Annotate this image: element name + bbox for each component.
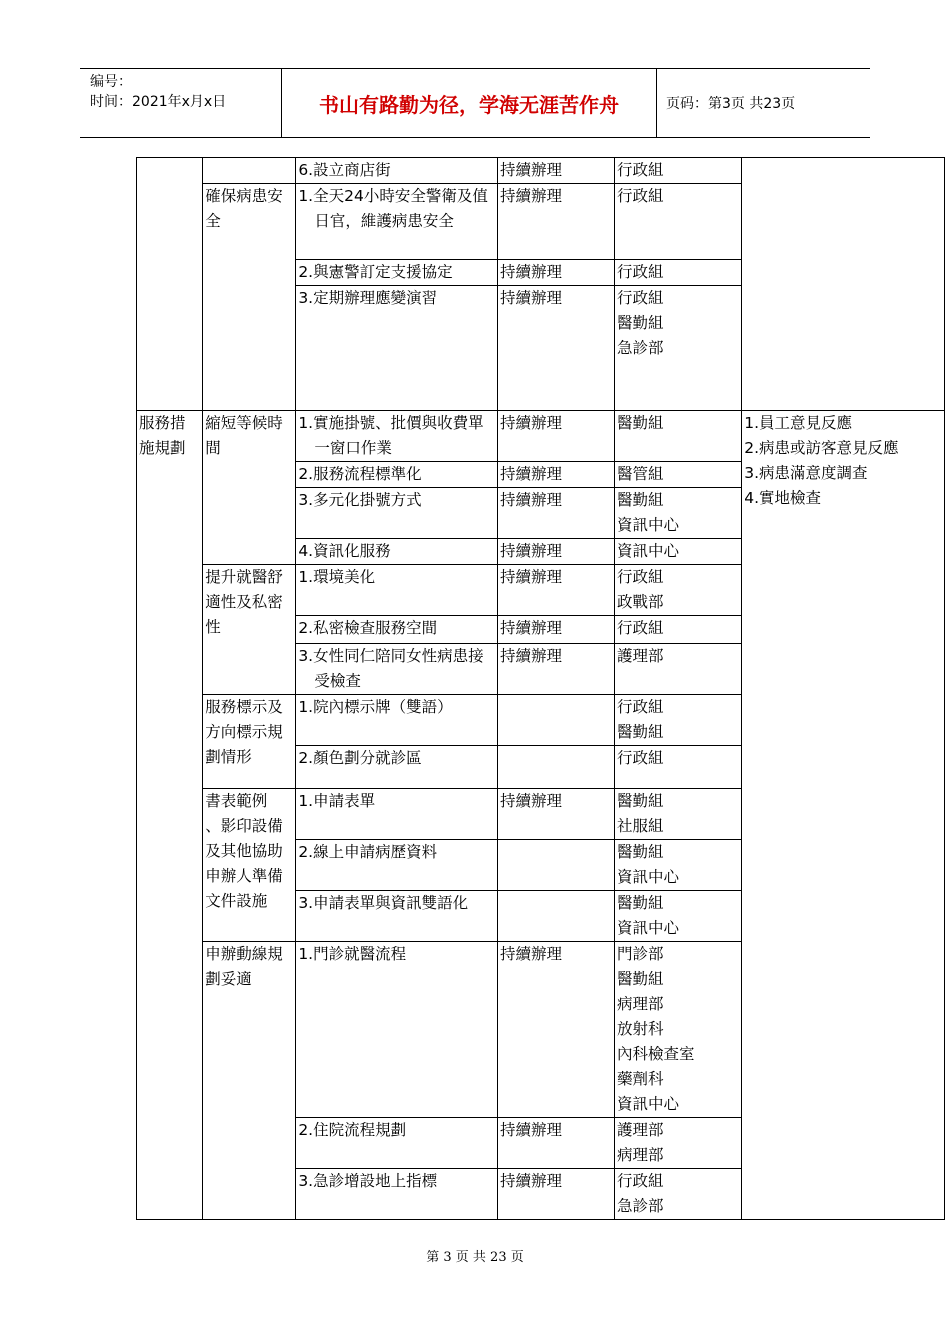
category-text: 服務措施規劃	[139, 414, 186, 457]
item-cell	[296, 539, 498, 565]
status-cell: 持續辦理	[498, 644, 615, 695]
subcategory-cell: 提升就醫舒適性及私密性	[203, 565, 296, 695]
service-plan-table	[136, 157, 945, 1220]
item-cell	[296, 565, 498, 616]
status-cell: 持續辦理	[498, 565, 615, 616]
item-cell	[296, 746, 498, 789]
item-text: 1.全天24小時安全警衛及值日官，維護病患安全	[298, 187, 488, 230]
item-text: 3.申請表單與資訊雙語化	[298, 894, 469, 912]
unit-cell: 資訊中心	[614, 539, 741, 565]
item-text: 2.私密檢查服務空間	[298, 619, 438, 637]
unit-cell: 行政組 醫勤組 急診部	[614, 286, 741, 411]
status-cell	[498, 695, 615, 746]
table-row	[137, 411, 945, 462]
status-cell: 持續辦理	[498, 1169, 615, 1220]
status-cell: 持續辦理	[498, 260, 615, 286]
item-text: 3.女性同仁陪同女性病患接受檢查	[298, 647, 484, 690]
subcategory-cell	[203, 158, 296, 184]
item-cell	[296, 488, 498, 539]
table-row	[137, 158, 945, 184]
header-motto: 书山有路勤为径，学海无涯苦作舟	[282, 69, 657, 137]
subcategory-cell: 申辦動線規劃妥適	[203, 942, 296, 1220]
item-cell	[296, 158, 498, 184]
item-text: 2.線上申請病歷資料	[298, 843, 438, 861]
status-cell: 持續辦理	[498, 539, 615, 565]
unit-cell: 醫勤組 資訊中心	[614, 891, 741, 942]
item-cell	[296, 891, 498, 942]
item-cell	[296, 411, 498, 462]
item-text: 2.與憲警訂定支援協定	[298, 263, 453, 281]
header-meta	[80, 69, 282, 137]
status-cell: 持續辦理	[498, 942, 615, 1118]
unit-cell: 行政組	[614, 616, 741, 644]
item-cell	[296, 840, 498, 891]
item-cell	[296, 789, 498, 840]
subcategory-cell: 縮短等候時間	[203, 411, 296, 565]
item-text: 3.定期辦理應變演習	[298, 289, 438, 307]
status-cell: 持續辦理	[498, 1118, 615, 1169]
item-cell	[296, 1169, 498, 1220]
unit-cell: 醫勤組 資訊中心	[614, 840, 741, 891]
metric-cell	[742, 158, 945, 411]
item-cell	[296, 286, 498, 411]
unit-cell: 護理部 病理部	[614, 1118, 741, 1169]
status-cell: 持續辦理	[498, 462, 615, 488]
item-text: 2.顏色劃分就診區	[298, 749, 422, 767]
item-text: 1.申請表單	[298, 792, 376, 810]
subcategory-cell: 服務標示及方向標示規劃情形	[203, 695, 296, 789]
item-cell	[296, 184, 498, 260]
category-cell	[137, 158, 203, 411]
unit-cell: 醫勤組 社服組	[614, 789, 741, 840]
item-cell	[296, 462, 498, 488]
item-text: 1.實施掛號、批價與收費單一窗口作業	[298, 414, 484, 457]
status-cell	[498, 891, 615, 942]
unit-cell: 門診部 醫勤組 病理部 放射科 內科檢查室 藥劑科 資訊中心	[614, 942, 741, 1118]
metric-cell: 1.員工意見反應 2.病患或訪客意見反應 3.病患滿意度調查 4.實地檢查	[742, 411, 945, 1220]
item-cell	[296, 1118, 498, 1169]
number-label: 编号：	[90, 74, 132, 90]
unit-cell: 醫勤組	[614, 411, 741, 462]
status-cell: 持續辦理	[498, 488, 615, 539]
status-cell: 持續辦理	[498, 158, 615, 184]
header-page-label: 页码：第3页 共23页	[666, 96, 796, 112]
unit-cell: 行政組	[614, 746, 741, 789]
subcategory-cell: 書表範例 、影印設備及其他協助申辦人準備文件設施	[203, 789, 296, 942]
time-label: 时间：2021年x月x日	[90, 94, 227, 110]
status-cell: 持續辦理	[498, 411, 615, 462]
unit-cell: 醫管組	[614, 462, 741, 488]
status-cell: 持續辦理	[498, 616, 615, 644]
unit-cell: 行政組	[614, 158, 741, 184]
unit-cell: 行政組 政戰部	[614, 565, 741, 616]
item-cell	[296, 644, 498, 695]
category-cell	[137, 411, 203, 1220]
item-text: 1.環境美化	[298, 568, 376, 586]
status-cell: 持續辦理	[498, 184, 615, 260]
item-cell	[296, 695, 498, 746]
item-text: 2.服務流程標準化	[298, 465, 422, 483]
unit-cell: 行政組 急診部	[614, 1169, 741, 1220]
unit-cell: 行政組	[614, 260, 741, 286]
page-header	[80, 68, 870, 138]
status-cell	[498, 840, 615, 891]
item-text: 4.資訊化服務	[298, 542, 391, 560]
item-text: 1.院內標示牌（雙語）	[298, 698, 453, 716]
item-text: 6.設立商店街	[298, 161, 391, 179]
item-text: 2.住院流程規劃	[298, 1121, 407, 1139]
status-cell: 持續辦理	[498, 789, 615, 840]
page-footer: 第 3 页 共 23 页	[426, 1250, 524, 1265]
unit-cell: 行政組 醫勤組	[614, 695, 741, 746]
status-cell: 持續辦理	[498, 286, 615, 411]
unit-cell: 行政組	[614, 184, 741, 260]
status-cell	[498, 746, 615, 789]
unit-cell: 護理部	[614, 644, 741, 695]
subcategory-cell: 確保病患安全	[203, 184, 296, 411]
item-text: 3.多元化掛號方式	[298, 491, 422, 509]
unit-cell: 醫勤組 資訊中心	[614, 488, 741, 539]
item-cell	[296, 616, 498, 644]
item-cell	[296, 942, 498, 1118]
item-cell	[296, 260, 498, 286]
item-text: 1.門診就醫流程	[298, 945, 407, 963]
item-text: 3.急診增設地上指標	[298, 1172, 438, 1190]
